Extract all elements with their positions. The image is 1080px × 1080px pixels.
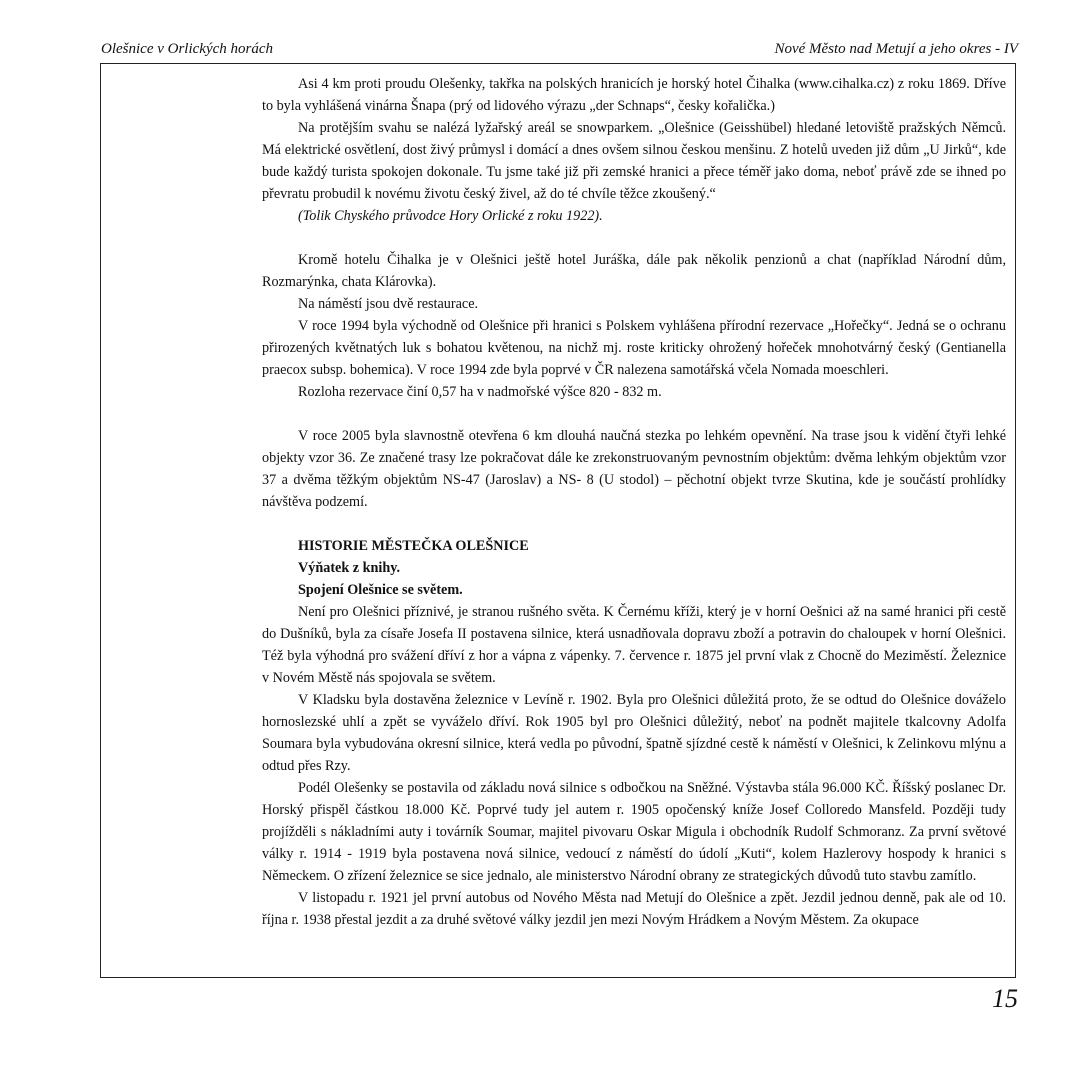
- running-header: [101, 38, 1018, 60]
- header-chapter-title: Olešnice v Orlických horách: [101, 41, 274, 57]
- paragraph-kladsko: V Kladsku byla dostavěna železnice v Levíně r. 1902. Byla pro Olešnici důležitá proto, že se odtud do Olešnice dováželo hornoslezské uhlí a zpět se vyváželo dříví. Rok 1905 byl pro Olešnici důležitý, neboť na podnět majitele tkalcovny Adolfa Soumara byla vybudována okresní silnice, která vedla po původní, špatně sjízdné cestě k náměstí v Olešnici, k Zelinkovu mlýnu a odtud přes Rzy.: [262, 692, 1006, 774]
- paragraph-reserve: V roce 1994 byla východně od Olešnice při hranici s Polskem vyhlášena přírodní rezervace „Hořečky“. Jedná se o ochranu přirozených květnatých luk s bohatou květenou, na nichž mj. roste kriticky ohrožený hořeček mnohotvárný český (Gentianella praecox subsp. bohemica). V roce 1994 zde byla poprvé v ČR nalezena samotářská včela Nomada moeschleri.: [262, 318, 1006, 378]
- paragraph-bus: V listopadu r. 1921 jel první autobus od Nového Města nad Metují do Olešnice a zpět. Jezdil jednou denně, pak ale od 10. října r. 1938 přestal jezdit a za druhé světové války jezdil jen mezi Novým Hrádkem a Novým Městem. Za okupace: [262, 890, 1006, 928]
- page-body: [262, 73, 1006, 931]
- paragraph-new-road: Podél Olešenky se postavila od základu nová silnice s odbočkou na Sněžné. Výstavba stála 96.000 KČ. Říšský poslanec Dr. Horský přispěl částkou 18.000 Kč. Poprvé tudy jel autem r. 1905 opočenský kníže Josef Colloredo Mansfeld. Později tudy projížděli s nákladními auty i továrník Soumar, majitel pivovaru Oskar Migula i obchodník Rudolf Schmoranz. Za první světové války r. 1914 - 1919 byla postavena nová silnice, vedoucí z náměstí do údolí „Kuti“, kolem Hazlerovy hospody k hranici s Německem. O zřízení železnice se sice jednalo, ale ministerstvo Národní obrany ze strategických důvodů tuto stavbu zamítlo.: [262, 780, 1006, 884]
- paragraph-quote-source: (Tolik Chyského průvodce Hory Orlické z roku 1922).: [298, 208, 603, 224]
- paragraph-restaurants: Na náměstí jsou dvě restaurace.: [298, 296, 479, 312]
- subheading-excerpt: Výňatek z knihy.: [298, 560, 401, 576]
- page-number: 15: [992, 984, 1018, 1013]
- paragraph-hotels: Kromě hotelu Čihalka je v Olešnici ještě hotel Juráška, dále pak několik penzionů a chat (například Národní dům, Rozmarýnka, chata Klárovka).: [262, 252, 1006, 290]
- header-book-title: Nové Město nad Metují a jeho okres - IV: [774, 41, 1018, 57]
- text-frame: [100, 63, 1016, 978]
- paragraph-roads: Není pro Olešnici příznivé, je stranou rušného světa. K Černému kříži, který je v horní Oešnici až na samé hranici při cestě do Dušníků, byla za císaře Josefa II postavena silnice, která usnadňovala dopravu zboží a potravin do chaloupek v horní Olešnici. Též byla výhodná pro svážení dříví z hor a vápna z vápenky. 7. července r. 1875 jel první vlak z Chocně do Meziměstí. Železnice v Novém Městě nás spojovala se světem.: [262, 604, 1006, 686]
- paragraph-cihalka: Asi 4 km proti proudu Olešenky, takřka na polských hranicích je horský hotel Čihalka (www.cihalka.cz) z roku 1869. Dříve to byla vyhlášená vinárna Šnapa (prý od lidového výrazu „der Schnaps“, česky kořalička.): [262, 76, 1006, 114]
- subheading-connection: Spojení Olešnice se světem.: [298, 582, 463, 598]
- paragraph-reserve-area: Rozloha rezervace činí 0,57 ha v nadmořské výšce 820 - 832 m.: [298, 384, 662, 400]
- section-heading: HISTORIE MĚSTEČKA OLEŠNICE: [298, 538, 529, 554]
- paragraph-trail: V roce 2005 byla slavnostně otevřena 6 km dlouhá naučná stezka po lehkém opevnění. Na trase jsou k vidění čtyři lehké objekty vzor 36. Ze značené trasy lze pokračovat dále ke zrekonstruovaným pevnostním objektům: dvěma lehkým objektům vzor 37 a dvěma těžkým objektům NS-47 (Jaroslav) a NS- 8 (U stodol) – pěchotní objekt tvrze Skutina, kde je součástí prohlídky návštěva podzemí.: [262, 428, 1006, 510]
- paragraph-ski-area: Na protějším svahu se nalézá lyžařský areál se snowparkem. „Olešnice (Geisshübel) hledané letoviště pražských Němců. Má elektrické osvětlení, dost živý průmysl i domácí a dnes ovšem silnou českou menšinu. Z hotelů uveden již dům „U Jirků“, kde bude každý turista spokojen dokonale. Tu jsme také již při zemské hranici a přece téměř jako doma, neboť právě zde se ihned po převratu probudil k novému životu český živel, až do té chvíle těžce zkoušený.“: [262, 120, 1006, 202]
